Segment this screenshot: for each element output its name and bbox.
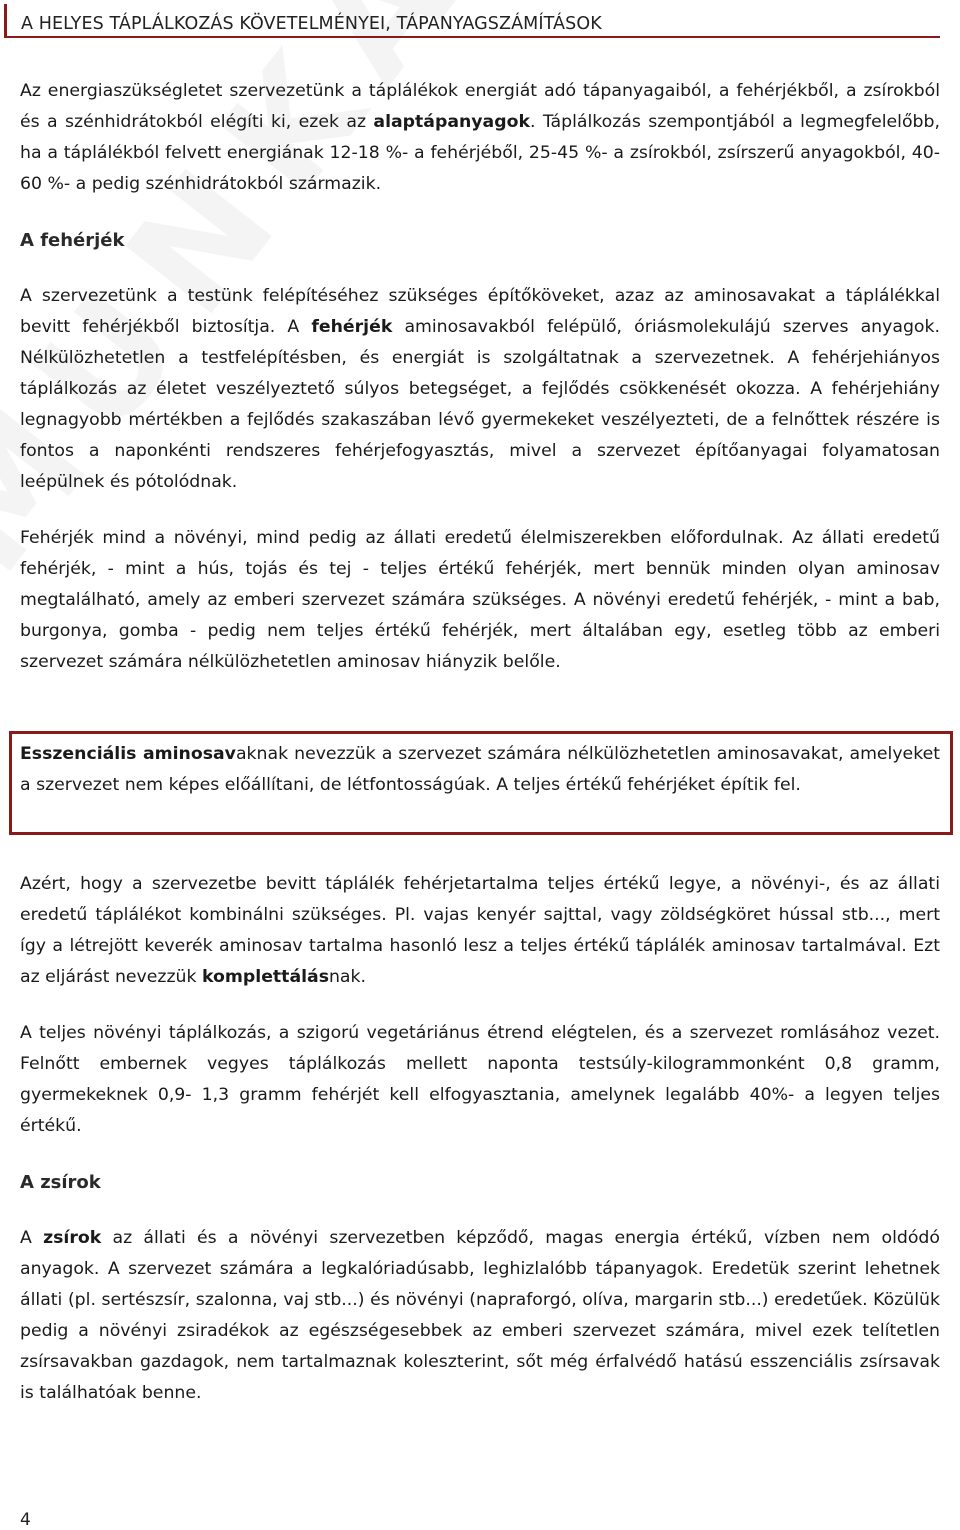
- protein-p1-bold-term: fehérjék: [311, 317, 393, 337]
- definition-paragraph: [20, 739, 940, 801]
- protein-p3-text-2: nak.: [328, 967, 367, 987]
- intro-text-2: . Táplálkozás szempontjából a legmegfelelőbb, ha a táplálékból felvett energiának 12-18 %- a fehérjéből, 25-45 %- a zsírokból, zsírszerű anyagokból, 40-60 %- a pedig szénhidrátokból származik.: [20, 112, 940, 194]
- fat-p1-text-2: az állati és a növényi szervezetben képződő, magas energia értékű, vízben nem oldódó anyagok. A szervezet számára a legkalóriadúsabb, leghizlalóbb tápanyagok. Eredetük szerint lehetnek állati (pl. sertészsír, szalonna, vaj stb...) és növényi (napraforgó, olíva, margarin stb...) eredetűek. Közülük pedig a növényi zsiradékok az egészségesebbek az emberi szervezet számára, mivel ezek telítetlen zsírsavakban gazdagok, nem tartalmaznak koleszterint, sőt még érfalvédő hatású esszenciális zsírsavak is találhatóak benne.: [20, 1228, 940, 1403]
- fat-p1-text-1: A: [20, 1228, 44, 1248]
- protein-p3-bold-term: komplettálás: [202, 967, 329, 987]
- heading-protein: A fehérjék: [20, 230, 125, 251]
- protein-p3-text-1: Azért, hogy a szervezetbe bevitt táplálék fehérjetartalma teljes értékű legye, a növényi-, és az állati eredetű táplálékot kombinálni szükséges. Pl. vajas kenyér sajttal, vagy zöldségköret hússal stb..., mert így a létrejött keverék aminosav tartalma hasonló lesz a teljes értékű táplálék aminosav tartalmával. Ezt az eljárást nevezzük: [20, 874, 940, 987]
- definition-text: aknak nevezzük a szervezet számára nélkülözhetetlen aminosavakat, amelyeket a szervezet nem képes előállítani, de létfontosságúak. A teljes értékű fehérjéket építik fel.: [20, 744, 940, 795]
- protein-p1-text-2: aminosavakból felépülő, óriásmolekulájú szerves anyagok. Nélkülözhetetlen a testfelépítésben, és energiát is szolgáltatnak a szervezetnek. A fehérjehiányos táplálkozás az életet veszélyeztető súlyos betegséget, a fejlődés csökkenését okozza. A fehérjehiány legnagyobb mértékben a fejlődés szakaszában lévő gyermekeket veszélyezteti, de a felnőttek részére is fontos a naponkénti rendszeres fehérjefogyasztás, mivel a szervezet építőanyagai folyamatosan leépülnek és pótolódnak.: [20, 317, 940, 492]
- heading-fat: A zsírok: [20, 1172, 101, 1193]
- protein-paragraph-1: [20, 281, 940, 498]
- protein-paragraph-3: [20, 869, 940, 993]
- protein-p1-text-1: A szervezetünk a testünk felépítéséhez szükséges építőköveket, azaz az aminosavakat a táplálékkal bevitt fehérjékből biztosítja. A: [20, 286, 940, 337]
- fat-paragraph-1: [20, 1223, 940, 1409]
- protein-paragraph-2: Fehérjék mind a növényi, mind pedig az állati eredetű élelmiszerekben előfordulnak. Az állati eredetű fehérjék, - mint a hús, tojás és tej - teljes értékű fehérjék, mert bennük minden olyan aminosav megtalálható, amely az emberi szervezet számára szükséges. A növényi eredetű fehérjék, - mint a bab, burgonya, gomba - pedig nem teljes értékű fehérjék, mert általában egy, esetleg több az emberi szervezet számára nélkülözhetetlen aminosav hiányzik belőle.: [20, 528, 940, 672]
- page-number: 4: [20, 1510, 31, 1530]
- page-header: [4, 4, 940, 38]
- intro-text-1: Az energiaszükségletet szervezetünk a táplálékok energiát adó tápanyagaiból, a fehérjékből, a zsírokból és a szénhidrátokból elégíti ki, ezek az: [20, 81, 940, 132]
- fat-p1-bold-term: zsírok: [43, 1228, 102, 1248]
- intro-paragraph: [20, 76, 940, 200]
- definition-bold-term: Esszenciális aminosav: [20, 744, 236, 764]
- intro-bold-term: alaptápanyagok: [373, 112, 530, 132]
- header-title: A HELYES TÁPLÁLKOZÁS KÖVETELMÉNYEI, TÁPANYAGSZÁMÍTÁSOK: [21, 14, 602, 34]
- protein-paragraph-4: A teljes növényi táplálkozás, a szigorú vegetáriánus étrend elégtelen, és a szervezet romlásához vezet. Felnőtt embernek vegyes táplálkozás mellett naponta testsúly-kilogrammonként 0,8 gramm, gyermekeknek 0,9- 1,3 gramm fehérjét kell elfogyasztania, amelynek legalább 40%- a legyen teljes értékű.: [20, 1023, 940, 1136]
